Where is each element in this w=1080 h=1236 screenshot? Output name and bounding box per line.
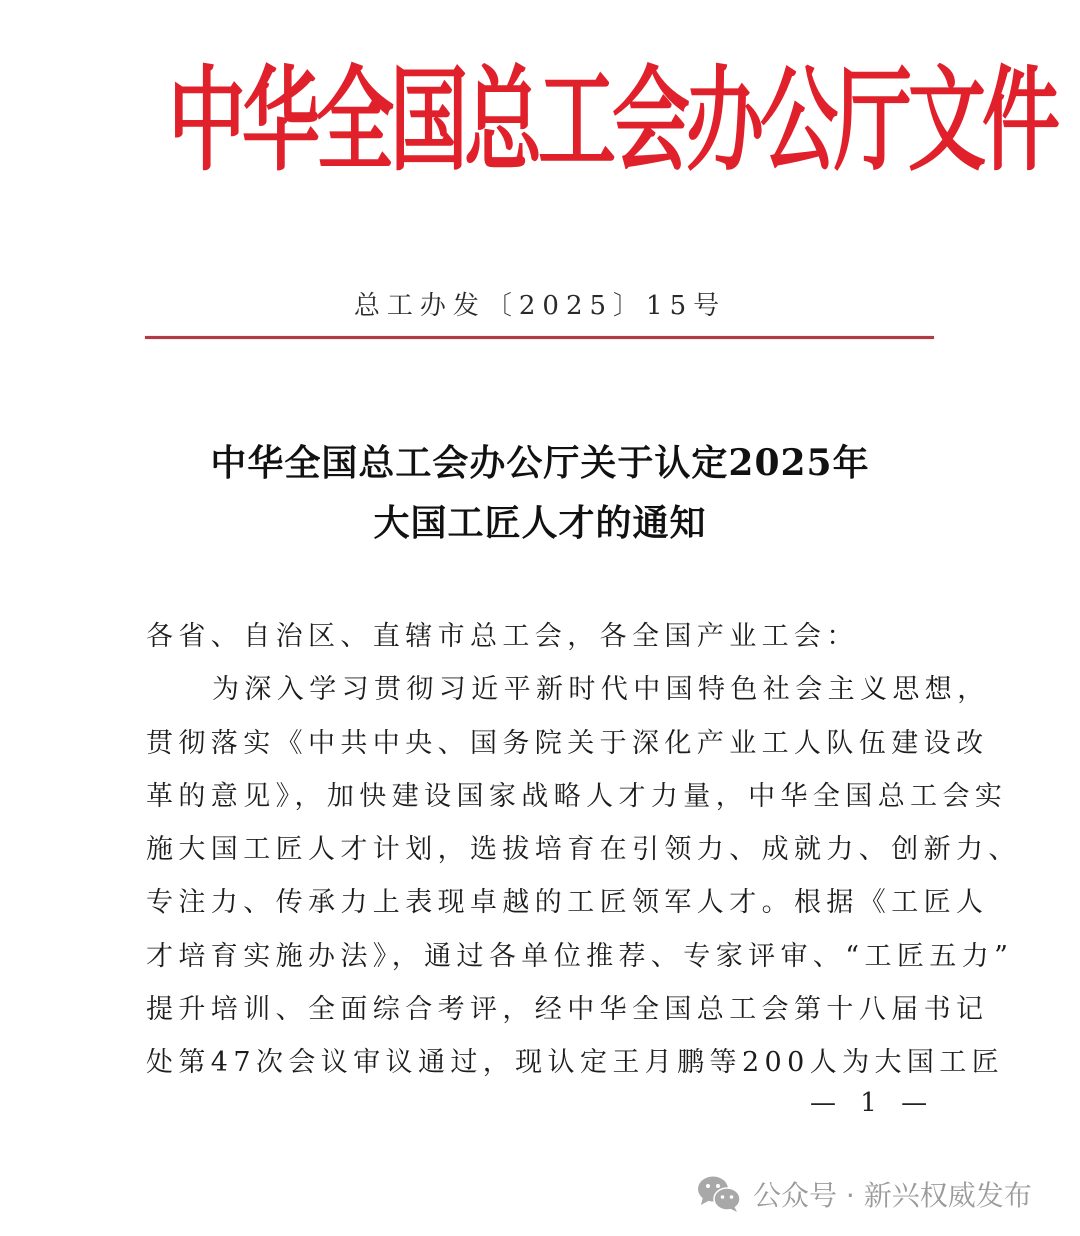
document-body	[146, 610, 1021, 1090]
masthead-char: 工	[538, 55, 617, 188]
masthead-char: 办	[686, 55, 765, 188]
masthead-char: 公	[760, 55, 839, 188]
document-masthead	[168, 35, 1061, 209]
body-line: 才培育实施办法》，通过各单位推荐、专家评审、“工匠五力”	[146, 940, 1014, 972]
masthead-char: 文	[908, 55, 987, 188]
red-divider-line	[145, 336, 934, 339]
document-title-line-1: 中华全国总工会办公厅关于认定2025年	[210, 442, 870, 484]
masthead-char: 全	[316, 55, 395, 188]
masthead-char: 国	[390, 55, 469, 188]
document-title-line-2: 大国工匠人才的通知	[373, 502, 707, 544]
masthead-char: 件	[982, 55, 1061, 188]
body-line: 专注力、传承力上表现卓越的工匠领军人才。根据《工匠人	[146, 887, 989, 919]
body-line: 贯彻落实《中共中央、国务院关于深化产业工人队伍建设改	[146, 727, 989, 759]
masthead-char: 华	[242, 55, 321, 188]
document-number: 总工办发〔2025〕15号	[353, 291, 727, 321]
body-line: 提升培训、全面综合考评，经中华全国总工会第十八届书记	[146, 994, 989, 1026]
page-number: — 1 —	[810, 1088, 936, 1118]
masthead-char: 中	[168, 55, 247, 188]
masthead-char: 会	[612, 55, 691, 188]
body-line: 为深入学习贯彻习近平新时代中国特色社会主义思想，	[212, 674, 990, 706]
masthead-char: 总	[464, 55, 543, 188]
salutation: 各省、自治区、直辖市总工会，各全国产业工会：	[146, 621, 859, 652]
watermark-text: 公众号 · 新兴权威发布	[753, 1179, 1032, 1212]
wechat-icon	[697, 1175, 741, 1213]
watermark	[697, 1174, 1032, 1214]
body-line: 革的意见》，加快建设国家战略人才力量，中华全国总工会实	[146, 780, 1008, 812]
body-line: 施大国工匠人才计划，选拔培育在引领力、成就力、创新力、	[146, 834, 1021, 866]
masthead-char: 厅	[834, 55, 913, 188]
body-line: 处第47次会议审议通过，现认定王月鹏等200人为大国工匠	[146, 1047, 1005, 1079]
